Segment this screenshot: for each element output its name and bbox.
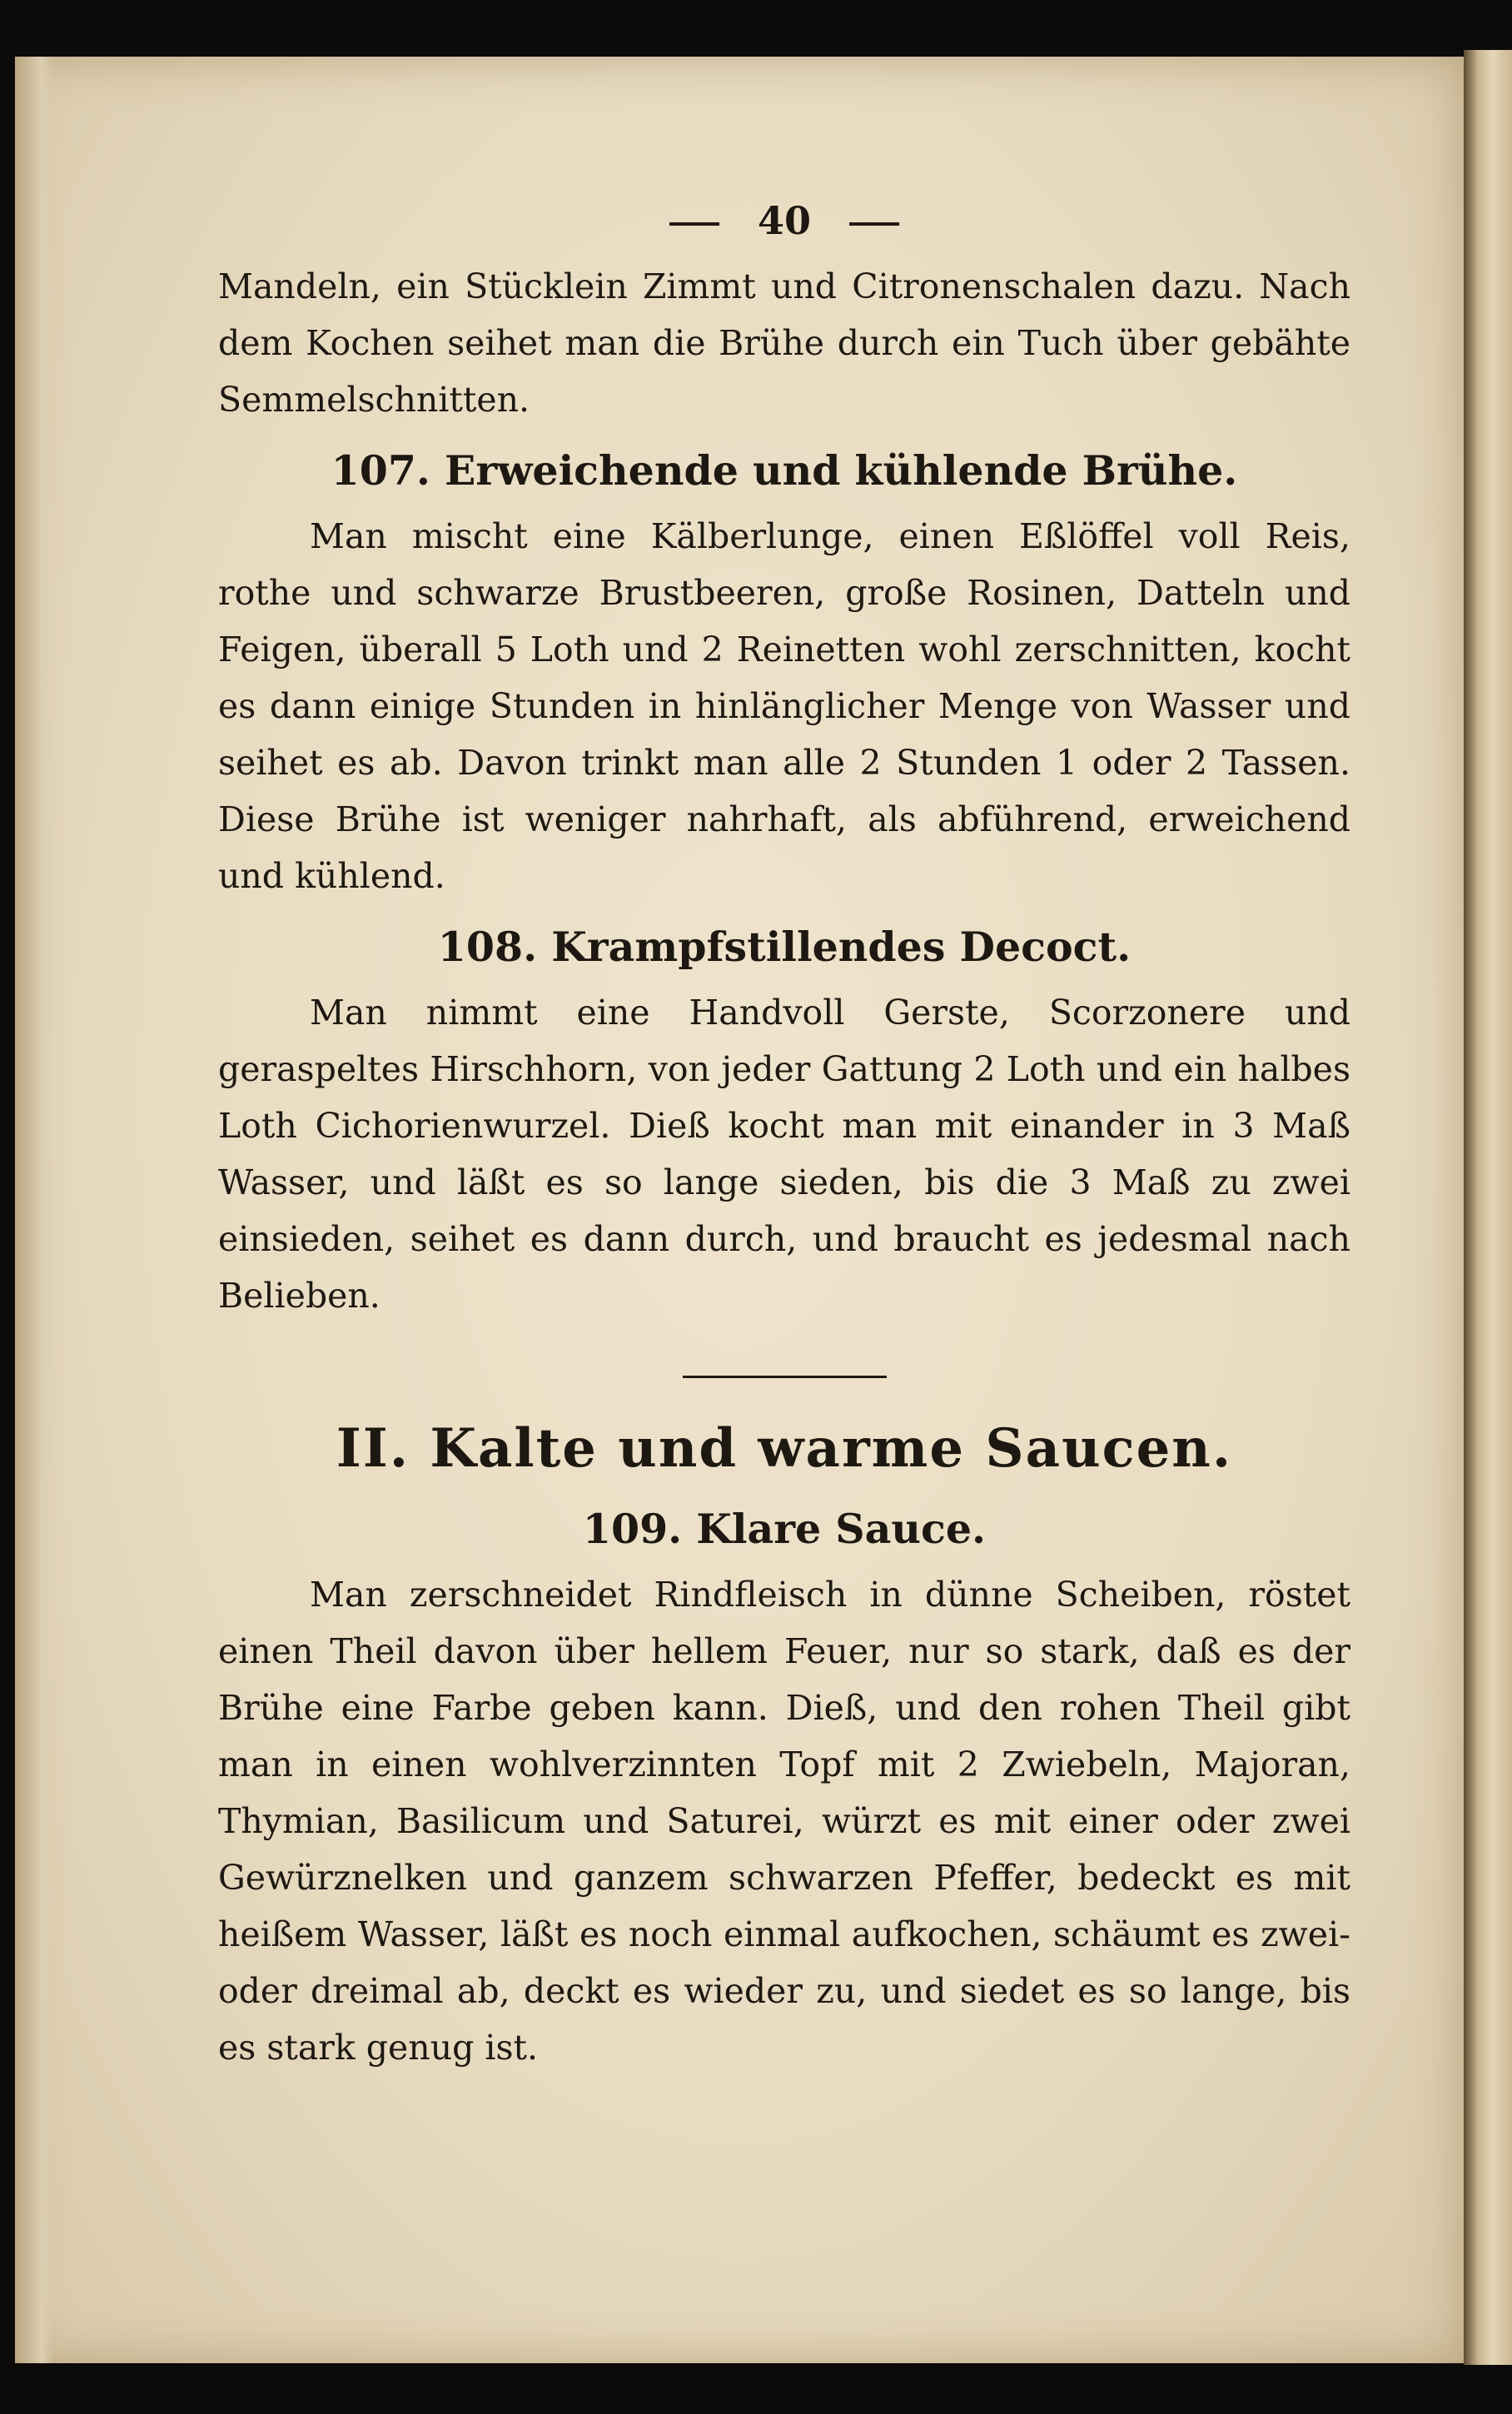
recipe-108-text: Man nimmt eine Handvoll Gerste, Scorzonere und geraspeltes Hirschhorn, von jeder Gattung 2 Loth und ein halbes Loth Cichorienwurzel. Dieß kocht man mit einander in 3 Maß Wasser, und läßt es so lange sieden, bis die 3 Maß zu zwei einsieden, seihet es dann durch, und braucht es jedesmal nach Belieben. [218, 993, 1350, 1316]
recipe-109-title: Klare Sauce. [696, 1505, 987, 1553]
binding-gutter [15, 57, 53, 2363]
section-numeral: II. [336, 1417, 410, 1480]
recipe-107-title: Erweichende und kühlende Brühe. [445, 446, 1238, 495]
recipe-107-text: Man mischt eine Kälberlunge, einen Eßlöffel voll Reis, rothe und schwarze Brustbeeren, große Rosinen, Datteln und Feigen, überall 5 Loth und 2 Reinetten wohl zerschnitten, kocht es dann einige Stunden in hinlänglicher Menge von Wasser und seihet es ab. Davon trinkt man alle 2 Stunden 1 oder 2 Tassen. Diese Brühe ist weniger nahrhaft, als abführend, erweichend und kühlend. [218, 516, 1350, 896]
adjacent-page-edge [1464, 50, 1512, 2365]
page-number: 40 [757, 198, 811, 243]
recipe-108-heading [218, 918, 1350, 976]
header-dash-left [669, 222, 719, 226]
page-text-block [218, 183, 1350, 2076]
recipe-108-number: 108. [437, 923, 538, 971]
recipe-107-number: 107. [331, 446, 430, 495]
section-title: Kalte und warme Saucen. [430, 1417, 1233, 1480]
section-divider [683, 1376, 887, 1378]
section-heading [218, 1411, 1350, 1486]
recipe-109-number: 109. [582, 1505, 683, 1553]
page-header [218, 183, 1350, 258]
paragraph-continued: Mandeln, ein Stücklein Zimmt und Citronenschalen dazu. Nach dem Kochen seihet man die Brühe durch ein Tuch über gebähte Semmelschnitten. [218, 266, 1350, 420]
recipe-109-text: Man zerschneidet Rindfleisch in dünne Scheiben, röstet einen Theil davon über hellem Feuer, nur so stark, daß es der Brühe eine Farbe geben kann. Dieß, und den rohen Theil gibt man in einen wohlverzinnten Topf mit 2 Zwiebeln, Majoran, Thymian, Basilicum und Saturei, würzt es mit einer oder zwei Gewürznelken und ganzem schwarzen Pfeffer, bedeckt es mit heißem Wasser, läßt es noch einmal aufkochen, schäumt es zwei- oder dreimal ab, deckt es wieder zu, und siedet es so lange, bis es stark genug ist. [218, 1575, 1350, 2068]
recipe-109-heading [218, 1500, 1350, 1558]
recipe-107-heading [218, 441, 1350, 500]
header-dash-right [849, 222, 899, 226]
recipe-108-title: Krampfstillendes Decoct. [551, 923, 1132, 971]
